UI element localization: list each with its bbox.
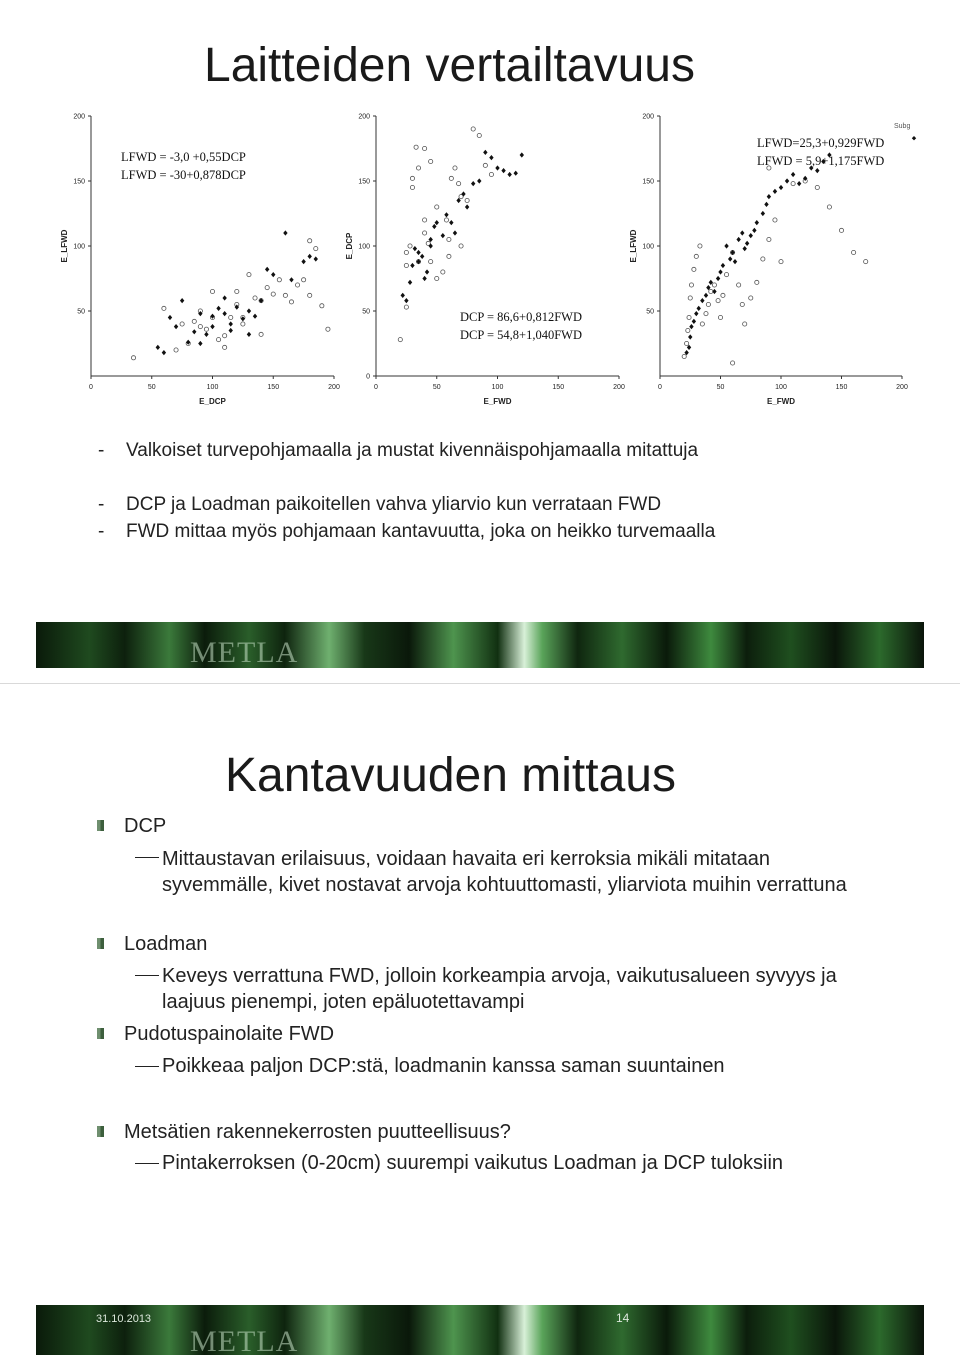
data-point-open (253, 296, 257, 300)
data-point-open (686, 328, 690, 332)
data-point-open (277, 278, 281, 282)
data-point-filled (700, 298, 704, 303)
scatter-chart-dcp-vs-fwd (340, 108, 630, 408)
data-point-filled (180, 298, 184, 303)
item-detail-dcp: Mittaustavan erilaisuus, voidaan havaita eri kerroksia mikäli mitataan syvemmälle, kivet nostavat arvoja kohtuuttomasti, yliarviota muihin verrattuna (162, 848, 847, 896)
data-point-filled (718, 269, 722, 274)
data-point-filled (422, 276, 426, 281)
data-point-open (447, 237, 451, 241)
data-point-filled (721, 263, 725, 268)
data-point-filled (162, 350, 166, 355)
data-point-open (404, 305, 408, 309)
x-axis-label: E_DCP (199, 397, 226, 406)
data-point-open (453, 166, 457, 170)
metla-logo: METLA (190, 1325, 299, 1355)
data-point-filled (229, 321, 233, 326)
data-point-open (791, 182, 795, 186)
data-point-filled (767, 194, 771, 199)
equation-box-left (121, 148, 246, 184)
y-tick-label: 100 (358, 243, 370, 251)
data-point-open (210, 289, 214, 293)
data-point-filled (210, 314, 214, 319)
data-point-filled (761, 211, 765, 216)
data-point-filled (716, 276, 720, 281)
x-tick-label: 200 (328, 384, 340, 391)
data-point-open (737, 283, 741, 287)
item-detail-loadman: Keveys verrattuna FWD, jolloin korkeampia arvoja, vaikutusalueen syvyys ja laajuus pienempi, joten epäluotettavampi (162, 965, 837, 1013)
x-tick-label: 100 (491, 384, 504, 391)
y-tick-label: 150 (73, 178, 85, 186)
dash-icon (135, 975, 159, 976)
data-point-open (698, 244, 702, 248)
y-axis-label: E_LFWD (629, 229, 638, 263)
y-tick-label: 50 (362, 308, 370, 316)
x-tick-label: 100 (775, 384, 787, 391)
data-point-filled (773, 189, 777, 194)
data-point-filled (461, 191, 465, 196)
data-point-open (223, 345, 227, 349)
data-point-open (429, 159, 433, 163)
x-tick-label: 0 (374, 384, 378, 391)
data-point-open (410, 185, 414, 189)
data-point-filled (425, 269, 429, 274)
metla-logo: METLA (190, 636, 299, 668)
data-point-open (852, 250, 856, 254)
data-point-open (289, 300, 293, 304)
note-text: DCP ja Loadman paikoitellen vahva yliarvio kun verrataan FWD (126, 494, 662, 515)
data-point-open (483, 163, 487, 167)
data-point-open (429, 260, 433, 264)
data-point-filled (501, 168, 505, 173)
data-point-open (864, 260, 868, 264)
metla-banner (36, 622, 924, 668)
data-point-open (404, 263, 408, 267)
data-point-open (755, 280, 759, 284)
data-point-filled (495, 165, 499, 170)
data-point-filled (413, 246, 417, 251)
data-point-filled (253, 314, 257, 319)
data-point-open (731, 361, 735, 365)
data-point-filled (198, 341, 202, 346)
data-point-filled (204, 332, 208, 337)
data-point-open (716, 299, 720, 303)
x-tick-label: 100 (206, 384, 219, 391)
data-point-filled (745, 241, 749, 246)
data-point-open (302, 278, 306, 282)
data-point-open (449, 176, 453, 180)
data-point-open (441, 270, 445, 274)
data-point-filled (514, 171, 518, 176)
data-point-open (131, 356, 135, 360)
data-point-open (749, 296, 753, 300)
data-point-open (180, 322, 184, 326)
data-point-open (685, 341, 689, 345)
equation-line: LFWD = -3,0 +0,55DCP (121, 150, 246, 164)
data-point-filled (444, 212, 448, 217)
bullet-icon (97, 820, 104, 831)
data-point-open (712, 283, 716, 287)
item-detail-fwd: Poikkeaa paljon DCP:stä, loadmanin kanssa saman suuntainen (162, 1055, 725, 1077)
y-axis-label: E_DCP (345, 232, 354, 260)
legend-label: Subg (894, 123, 911, 130)
y-axis-label: E_LFWD (60, 229, 69, 263)
equation-box-middle (460, 308, 582, 344)
data-point-open (247, 273, 251, 277)
slide2-title: Kantavuuden mittaus (225, 749, 676, 802)
data-point-filled (736, 237, 740, 242)
data-point-filled (477, 178, 481, 183)
data-point-filled (694, 311, 698, 316)
item-label-dcp: DCP (124, 815, 167, 837)
x-tick-label: 50 (432, 384, 441, 391)
data-point-open (198, 325, 202, 329)
data-point-filled (216, 306, 220, 311)
data-point-filled (728, 256, 732, 261)
data-point-open (241, 322, 245, 326)
data-point-open (223, 334, 227, 338)
note-3 (98, 518, 738, 545)
data-point-filled (752, 228, 756, 233)
data-point-filled (432, 224, 436, 229)
data-point-filled (283, 230, 287, 235)
data-point-open (423, 146, 427, 150)
data-point-filled (435, 220, 439, 225)
x-tick-label: 200 (896, 384, 908, 391)
data-point-open (839, 228, 843, 232)
data-point-open (740, 302, 744, 306)
data-point-filled (271, 272, 275, 277)
y-tick-label: 50 (646, 308, 654, 316)
data-point-open (447, 254, 451, 258)
y-tick-label: 100 (73, 243, 85, 251)
data-point-filled (749, 233, 753, 238)
x-tick-label: 50 (147, 384, 156, 391)
y-tick-label: 0 (366, 373, 370, 381)
data-point-filled (410, 263, 414, 268)
data-point-filled (247, 308, 251, 313)
data-point-filled (408, 280, 412, 285)
data-point-filled (222, 311, 226, 316)
data-point-open (465, 198, 469, 202)
data-point-filled (724, 243, 728, 248)
data-point-open (283, 293, 287, 297)
data-point-open (471, 127, 475, 131)
data-point-filled (797, 181, 801, 186)
data-point-filled (265, 267, 269, 272)
data-point-filled (743, 246, 747, 251)
data-point-filled (520, 152, 524, 157)
data-point-open (718, 315, 722, 319)
data-point-open (477, 133, 481, 137)
dash-icon (135, 1066, 159, 1067)
data-point-filled (688, 334, 692, 339)
data-point-open (423, 231, 427, 235)
data-point-open (743, 322, 747, 326)
data-point-filled (308, 254, 312, 259)
note-1 (98, 437, 858, 464)
x-tick-label: 0 (658, 384, 662, 391)
x-tick-label: 150 (552, 384, 565, 391)
data-point-open (689, 283, 693, 287)
data-point-open (414, 145, 418, 149)
data-point-filled (507, 172, 511, 177)
data-point-open (724, 273, 728, 277)
y-tick-label: 200 (358, 113, 370, 121)
data-point-filled (449, 220, 453, 225)
data-point-open (192, 319, 196, 323)
data-point-open (398, 338, 402, 342)
data-point-filled (289, 277, 293, 282)
equation-line: LFWD=25,3+0,929FWD (757, 136, 885, 150)
x-axis-label: E_FWD (483, 397, 512, 406)
y-tick-label: 200 (73, 113, 85, 121)
data-point-open (779, 260, 783, 264)
data-point-open (162, 306, 166, 310)
data-point-open (767, 237, 771, 241)
note-text: Valkoiset turvepohjamaalla ja mustat kivennäispohjamaalla mitattuja (126, 440, 699, 461)
data-point-filled (229, 328, 233, 333)
data-point-filled (210, 324, 214, 329)
item-label-fwd: Pudotuspainolaite FWD (124, 1023, 335, 1045)
dash-icon (135, 1163, 159, 1164)
bullet-icon (97, 1028, 104, 1039)
data-point-open (435, 205, 439, 209)
data-point-open (692, 267, 696, 271)
data-point-filled (428, 243, 432, 248)
slide1-title: Laitteiden vertailtavuus (204, 39, 695, 92)
bullet-icon (97, 938, 104, 949)
data-point-filled (168, 315, 172, 320)
data-point-open (700, 322, 704, 326)
data-point-open (271, 292, 275, 296)
equation-line: DCP = 86,6+0,812FWD (460, 310, 582, 324)
data-point-open (489, 172, 493, 176)
data-point-filled (785, 178, 789, 183)
data-point-open (773, 218, 777, 222)
data-point-filled (779, 185, 783, 190)
data-point-open (308, 293, 312, 297)
data-point-open (435, 276, 439, 280)
data-point-filled (401, 293, 405, 298)
slide-divider (0, 683, 960, 684)
note-dash: - (98, 494, 105, 515)
data-point-open (259, 332, 263, 336)
data-point-open (423, 218, 427, 222)
data-point-filled (301, 259, 305, 264)
data-point-filled (755, 220, 759, 225)
data-point-open (404, 250, 408, 254)
data-point-filled (483, 150, 487, 155)
data-point-open (459, 244, 463, 248)
data-point-filled (764, 202, 768, 207)
data-point-filled (404, 298, 408, 303)
data-point-filled (704, 293, 708, 298)
data-point-filled (471, 181, 475, 186)
data-point-open (174, 348, 178, 352)
x-tick-label: 150 (835, 384, 848, 391)
data-point-open (694, 254, 698, 258)
equation-line: LFWD = 5,9+1,175FWD (757, 154, 885, 168)
data-point-filled (192, 329, 196, 334)
x-tick-label: 150 (267, 384, 280, 391)
data-point-open (410, 176, 414, 180)
data-point-open (761, 257, 765, 261)
data-point-open (682, 354, 686, 358)
footer-banner (36, 1305, 924, 1355)
data-point-filled (733, 259, 737, 264)
data-point-filled (791, 172, 795, 177)
data-point-open (216, 338, 220, 342)
note-dash: - (98, 521, 105, 542)
data-point-filled (697, 306, 701, 311)
item-label-forest-road: Metsätien rakennekerrosten puutteellisuus? (124, 1121, 511, 1143)
data-point-open (265, 286, 269, 290)
data-point-open (444, 218, 448, 222)
y-tick-label: 100 (642, 243, 654, 251)
data-point-open (827, 205, 831, 209)
y-tick-label: 200 (642, 113, 654, 121)
footer-date: 31.10.2013 (96, 1313, 152, 1325)
data-point-filled (416, 250, 420, 255)
data-point-open (308, 239, 312, 243)
x-tick-label: 200 (613, 384, 625, 391)
x-tick-label: 0 (89, 384, 93, 391)
data-point-open (706, 302, 710, 306)
data-point-open (408, 244, 412, 248)
data-point-open (457, 182, 461, 186)
page-number: 14 (616, 1311, 630, 1325)
data-point-open (704, 312, 708, 316)
data-point-filled (156, 345, 160, 350)
dash-icon (135, 857, 159, 858)
equation-line: LFWD = -30+0,878DCP (121, 168, 246, 182)
y-tick-label: 150 (358, 178, 370, 186)
note-dash: - (98, 440, 105, 461)
data-point-open (314, 247, 318, 251)
data-point-filled (222, 295, 226, 300)
data-point-filled (453, 230, 457, 235)
equation-box-right (757, 134, 884, 170)
bullet-icon (97, 1126, 104, 1137)
equation-line: DCP = 54,8+1,040FWD (460, 328, 582, 342)
data-point-filled (420, 254, 424, 259)
data-point-filled (712, 289, 716, 294)
data-point-filled (489, 155, 493, 160)
data-point-open (204, 327, 208, 331)
data-point-filled (314, 256, 318, 261)
data-point-filled (441, 233, 445, 238)
data-point-open (687, 315, 691, 319)
data-point-open (416, 166, 420, 170)
data-point-open (320, 304, 324, 308)
data-point-open (235, 289, 239, 293)
x-axis-label: E_FWD (767, 397, 795, 406)
data-point-filled (174, 324, 178, 329)
data-point-filled (740, 230, 744, 235)
data-point-filled (692, 319, 696, 324)
data-point-filled (241, 316, 245, 321)
data-point-filled (186, 340, 190, 345)
y-tick-label: 50 (77, 308, 85, 316)
y-tick-label: 150 (642, 178, 654, 186)
data-point-filled (247, 332, 251, 337)
data-point-filled (689, 324, 693, 329)
item-detail-forest-road: Pintakerroksen (0-20cm) suurempi vaikutus Loadman ja DCP tuloksiin (162, 1152, 784, 1174)
data-point-open (229, 315, 233, 319)
data-point-open (688, 296, 692, 300)
data-point-open (295, 283, 299, 287)
legend-marker (912, 136, 916, 140)
item-label-loadman: Loadman (124, 933, 208, 955)
data-point-open (815, 185, 819, 189)
note-text: FWD mittaa myös pohjamaan kantavuutta, joka on heikko turvemaalla (126, 521, 716, 542)
x-tick-label: 50 (716, 384, 725, 391)
data-point-open (326, 327, 330, 331)
note-2 (98, 491, 858, 518)
data-point-filled (465, 204, 469, 209)
data-point-open (721, 293, 725, 297)
